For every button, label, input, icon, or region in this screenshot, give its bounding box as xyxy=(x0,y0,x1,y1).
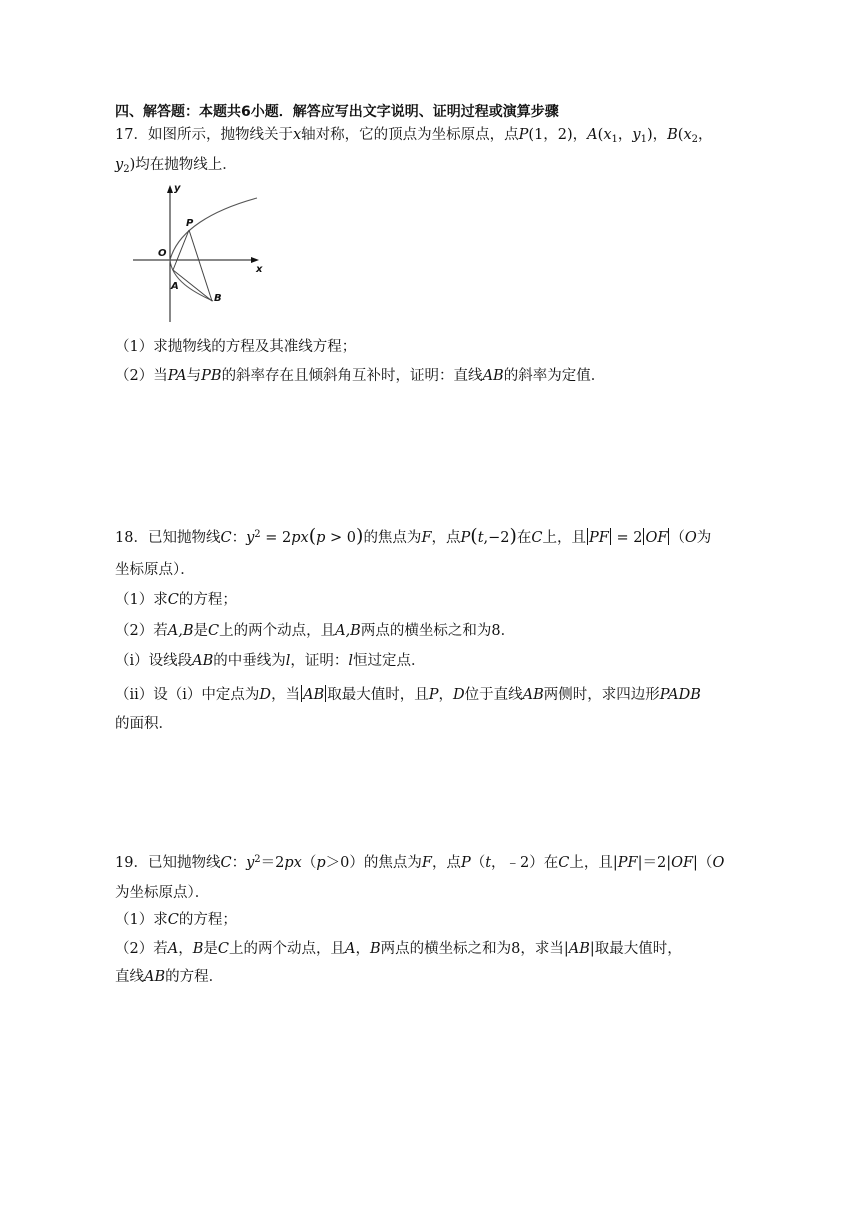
q18-line-last: 的面积． xyxy=(115,716,173,732)
q17-line-2: $y_2$)均在抛物线上． xyxy=(115,157,237,175)
q19-line-1: 19．已知抛物线C：$y^2=2px(p>0)$的焦点为F，点P（t，﹣2）在C上，且|PF|＝2|OF|（O xyxy=(115,854,725,871)
parabola-curve xyxy=(170,198,257,301)
label-x: x xyxy=(256,264,263,275)
y-axis-arrow-icon xyxy=(167,185,173,193)
segment-ab xyxy=(173,270,212,301)
q18-sub-ii: （ii）设（i）中定点为D，当 AB 取最大值时，且P，D位于直线AB两侧时，求四边形PADB xyxy=(115,687,701,703)
q19-part-1: （1）求C的方程； xyxy=(115,912,237,928)
q17-line-1: 17．如图所示，抛物线关于x轴对称，它的顶点为坐标原点，点P(1，2)，$A(x_1$，$y_1$)，$B(x_2$， xyxy=(115,127,713,145)
q18-sub-i: （i）设线段AB的中垂线为l，证明：l恒过定点． xyxy=(115,653,426,669)
q18-line-1: 18．已知抛物线C：$y^2 = 2px(p > 0)$的焦点为F，点P(t,−2)在C上，且 PF = 2 OF （O为 xyxy=(115,525,712,547)
parabola-figure xyxy=(133,180,265,330)
segment-pa xyxy=(173,230,189,270)
q19-line-2: 为坐标原点）． xyxy=(115,885,210,901)
q19-number: 19． xyxy=(115,855,148,871)
label-o: O xyxy=(158,248,167,259)
label-p: P xyxy=(186,218,194,229)
x-axis-arrow-icon xyxy=(251,257,259,263)
q18-line-2: 坐标原点）． xyxy=(115,562,195,578)
q19-line-last: 直线AB的方程． xyxy=(115,969,224,985)
q19-part-2: （2）若A，B是C上的两个动点，且A，B两点的横坐标之和为8，求当|AB|取最大值时， xyxy=(115,941,682,957)
section-heading: 四、解答题：本题共6小题．解答应写出文字说明、证明过程或演算步骤 xyxy=(115,104,559,120)
label-a: A xyxy=(171,281,179,292)
q17-number: 17． xyxy=(115,127,148,143)
q18-part-2: （2）若A,B是C上的两个动点，且A,B两点的横坐标之和为8． xyxy=(115,623,516,639)
label-y: y xyxy=(174,183,181,194)
label-b: B xyxy=(214,293,222,304)
q17-part-1: （1）求抛物线的方程及其准线方程； xyxy=(115,339,357,355)
q17-part-2: （2）当PA与PB的斜率存在且倾斜角互补时，证明：直线AB的斜率为定值． xyxy=(115,368,606,384)
q18-number: 18． xyxy=(115,530,148,546)
q18-part-1: （1）求C的方程； xyxy=(115,592,237,608)
